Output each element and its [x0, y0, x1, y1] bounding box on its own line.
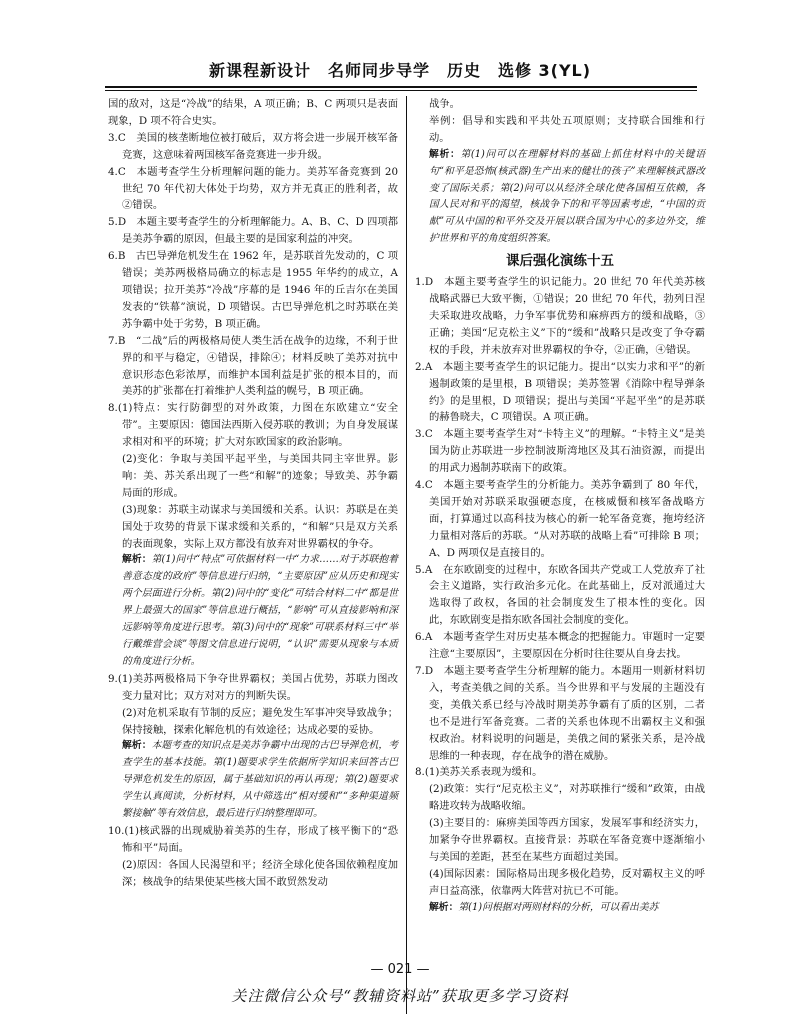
answer-subitem: (2)变化：争取与美国平起平坐，与美国共同主宰世界。影响：美、苏关系出现了一些“和解”的迹象；导致美、苏争霸局面的形成。	[122, 453, 398, 499]
header-rule	[105, 86, 697, 88]
answer-subitem: 战争。	[429, 98, 460, 110]
header-rule-thin	[105, 90, 697, 91]
answer-subitem: (2)政策：实行“尼克松主义”，对苏联推行“缓和”政策，由战略进攻转为战略收缩。	[429, 783, 705, 813]
analysis-note	[108, 552, 398, 670]
answer-subitem: (3)现象：苏联主动谋求与美国缓和关系。认识：苏联是在美国处于攻势的背景下谋求缓和关系的，“和解”只是双方关系的表面现象，实际上双方都没有放弃对世界霸权的争夺。	[122, 503, 398, 550]
right-column-continued	[415, 96, 705, 248]
answer-item: 4.C 本题考查学生分析理解问题的能力。美苏军备竞赛到 20 世纪 70 年代初大体处于均势，双方并无真正的胜利者，故②错误。	[108, 165, 398, 212]
answer-item: 2.A 本题主要考查学生的识记能力。提出“以实力求和平”的新遏制政策的是里根，B 项错误；美苏签署《消除中程导弹条约》的是里根，D 项错误；提出与美国“平起平坐”的是苏联的赫鲁晓夫，C 项错误。A 项正确。	[415, 360, 705, 424]
analysis-text: 第(1)问可以在理解材料的基础上抓住材料中的关键语句“和平是恐怖(核武器)生产出来的健壮的孩子”来理解核武器改变了国际关系；第(2)问可以从经济全球化使各国相互依赖，各国人民对和平的渴望，核战争下的和平等因素考虑，“中国的贡献”可从中国的和平外交及开展以联合国为中心的多边外交，维护世界和平的角度组织答案。	[429, 148, 705, 245]
right-column-answers	[415, 274, 705, 916]
answer-item: 9.(1)美苏两极格局下争夺世界霸权；美国占优势，苏联力图改变力量对比；双方对对方的判断失误。	[108, 672, 398, 702]
answer-item: 4.C 本题主要考查学生的分析能力。美苏争霸到了 80 年代，美国开始对苏联采取强硬态度，在核威慑和核军备战略方面，打算通过以高科技为核心的新一轮军备竞赛，拖垮经济力量相对落后的苏联。“从对苏联的战略上看”可排除 B 项；A、D 两项仅是直接目的。	[415, 479, 705, 559]
section-title: 课后强化演练十五	[506, 253, 614, 270]
answer-item: 5.D 本题主要考查学生的分析理解能力。A、B、C、D 四项都是美苏争霸的原因，但最主要的是国家利益的冲突。	[108, 216, 398, 246]
answer-subitem: 举例：倡导和实践和平共处五项原则；支持联合国维和行动。	[429, 114, 705, 144]
answer-item: 3.C 本题主要考查学生对“卡特主义”的理解。“卡特主义”是美国为防止苏联进一步控制波斯湾地区及其石油资源，而提出的用武力遏制苏联南下的政策。	[415, 428, 705, 475]
answer-subitem: (2)原因：各国人民渴望和平；经济全球化使各国依赖程度加深；核战争的结果使某些核大国不敢贸然发动	[122, 858, 398, 888]
continued-text: 国的敌对，这是“冷战”的结果，A 项正确；B、C 两项只是表面现象，D 项不符合史实。	[108, 98, 398, 127]
analysis-label: 解析：	[429, 901, 459, 913]
right-column	[415, 96, 705, 917]
answer-item: 10.(1)核武器的出现威胁着美苏的生存，形成了核平衡下的“恐怖和平”局面。	[108, 824, 398, 854]
answer-item: 7.B “二战”后的两极格局使人类生活在战争的边缘，不利于世界的和平与稳定，④错误，排除④；材料反映了美苏对抗中意识形态色彩浓厚，而维护本国利益是扩张的根本目的，而美苏的扩张都在打着维护人类利益的幌号，B 项正确。	[108, 334, 398, 398]
analysis-text: 第(1)问根据对两则材料的分析，可以看出美苏	[458, 901, 659, 913]
answer-subitem: (3)主要目的：麻痹美国等西方国家，发展军事和经济实力，加紧争夺世界霸权。直接背景：苏联在军备竞赛中逐渐缩小与美国的差距，甚至在某些方面超过美国。	[429, 817, 705, 863]
analysis-text: 第(1)问中“特点”可依据材料一中“力求……对于苏联抱着善意态度的政府”等信息进行归纳，“主要原因”应从历史和现实两个层面进行分析。第(2)问中的“变化”可结合材料二中“都是世界上最强大的国家”等信息进行概括，“影响”可从直接影响和深远影响等角度进行思考。第(3)问中的“现象”可联系材料三中“举行戴维营会谈”等图文信息进行说明，“认识”需要从现象与本质的角度进行分析。	[122, 554, 399, 667]
page-header: 新课程新设计 名师同步导学 历史 选修 3(YL)	[208, 61, 592, 80]
answer-item: 1.D 本题主要考查学生的识记能力。20 世纪 70 年代美苏核战略武器已大致平衡，①错误；20 世纪 70 年代，勃列日涅夫采取进攻战略，力争军事优势和麻痹西方的缓和战略，③正确；美国“尼克松主义”下的“缓和”战略只是改变了争夺霸权的手段，并未放弃对世界霸权的争夺，②正确，④错误。	[415, 276, 705, 356]
analysis-label: 解析：	[122, 554, 152, 566]
answer-item: 5.A 在东欧剧变的过程中，东欧各国共产党或工人党放弃了社会主义道路，实行政治多元化。在此基础上，反对派通过大选取得了政权，各国的社会制度发生了根本性的变化。因此，东欧剧变是指东欧各国社会制度的变化。	[415, 563, 705, 627]
analysis-note	[415, 147, 705, 248]
answer-subitem: (4)国际因素：国际格局出现多极化趋势，反对霸权主义的呼声日益高涨，依靠两大阵营对抗已不可能。	[429, 867, 705, 897]
analysis-label: 解析：	[429, 148, 461, 160]
answer-item: 3.C 美国的核垄断地位被打破后，双方将会进一步展开核军备竞赛，这意味着两国核军备竞赛进一步升级。	[108, 131, 398, 161]
answer-item: 8.(1)美苏关系表现为缓和。	[415, 766, 543, 779]
footer-watermark: 关注微信公众号“教辅资料站”获取更多学习资料	[231, 987, 569, 1005]
analysis-text: 本题考查的知识点是美苏争霸中出现的古巴导弹危机，考查学生的基本技能。第(1)题要求学生依据所学知识来回答古巴导弹危机发生的原因，属于基础知识的再认再现；第(2)题要求学生认真阅读，分析材料，从中筛选出“相对缓和”“多种渠道频繁接触”等有效信息，最后进行归纳整理即可。	[122, 740, 398, 820]
column-divider	[406, 96, 407, 1014]
analysis-note	[108, 738, 398, 823]
answer-subitem: (2)对危机采取有节制的反应；避免发生军事冲突导致战争；保持接触，探索化解危机的有效途径；达成必要的妥协。	[122, 706, 398, 736]
page-number: — 021 —	[370, 962, 430, 977]
answer-item: 6.A 本题考查学生对历史基本概念的把握能力。审题时一定要注意“主要原因”，主要原因在分析时往往要从自身去找。	[415, 631, 705, 661]
analysis-note	[415, 900, 705, 917]
answer-item: 6.B 古巴导弹危机发生在 1962 年，是苏联首先发动的，C 项错误；美苏两极格局确立的标志是 1955 年华约的成立，A 项错误；拉开美苏“冷战”序幕的是 1946 年的丘吉尔在美国发表的“铁幕”演说，D 项错误。古巴导弹危机之时苏联在美苏争霸中处于劣势，B 项正确。	[108, 250, 398, 330]
left-column	[108, 96, 398, 891]
analysis-label: 解析：	[122, 740, 152, 752]
answer-item: 8.(1)特点：实行防御型的对外政策，力图在东欧建立“安全带”。主要原因：德国法西斯入侵苏联的教训；为自身发展谋求相对和平的环境；扩大对东欧国家的政治影响。	[108, 402, 398, 449]
answer-item: 7.D 本题主要考查学生分析理解的能力。本题用一则新材料切入，考查美俄之间的关系。当今世界和平与发展的主题没有变，美俄关系已经与冷战时期美苏争霸有了质的区别，二者也不是进行军备竞赛。二者的关系也体现不出霸权主义和强权政治。材料说明的问题是，美俄之间的紧张关系，是冷战思维的一种表现，存在战争的潜在威胁。	[415, 665, 705, 762]
